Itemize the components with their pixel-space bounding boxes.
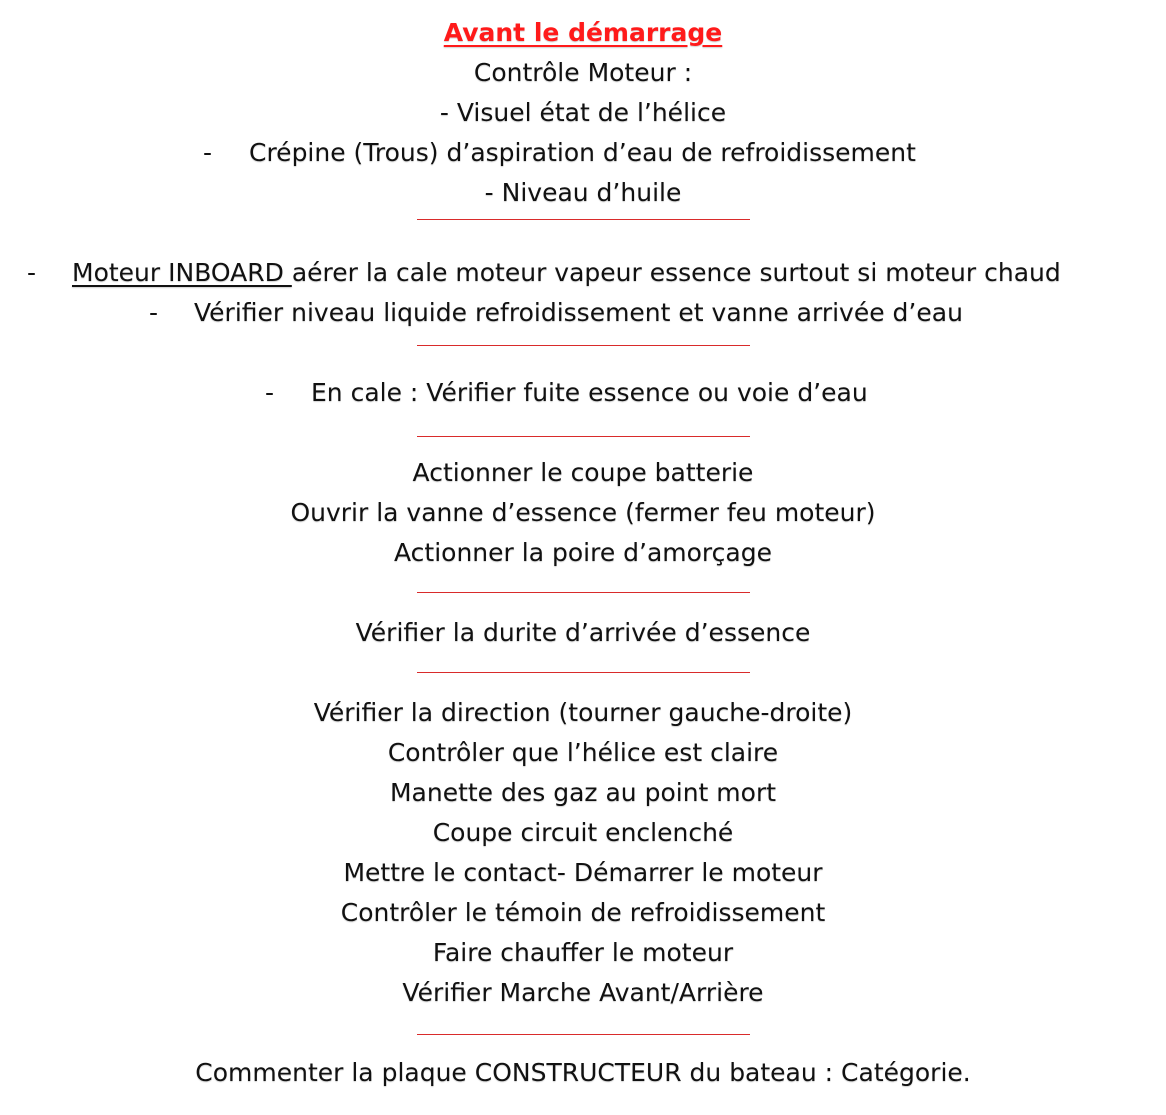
start-item-forward-reverse: Vérifier Marche Avant/Arrière <box>402 978 764 1007</box>
start-item-kill-switch: Coupe circuit enclenché <box>432 818 734 847</box>
inboard-text: aérer la cale moteur vapeur essence surtout si moteur chaud <box>291 258 1061 287</box>
start-item-throttle-neutral: Manette des gaz au point mort <box>389 778 777 807</box>
inboard-coolant-check: Vérifier niveau liquide refroidissement et vanne arrivée d’eau <box>194 298 963 327</box>
bullet-dash: - <box>203 138 213 167</box>
page-title: Avant le démarrage <box>443 18 723 47</box>
engine-check-item-propeller: - Visuel état de l’hélice <box>439 98 727 127</box>
bilge-check: En cale : Vérifier fuite essence ou voie d’eau <box>311 378 868 407</box>
section-separator <box>417 592 750 593</box>
section-separator <box>417 345 750 346</box>
section-separator <box>417 219 750 220</box>
bullet-dash: - <box>149 298 159 327</box>
engine-check-heading: Contrôle Moteur : <box>473 58 693 87</box>
inboard-label: Moteur INBOARD <box>72 258 292 287</box>
start-item-warm-up: Faire chauffer le moteur <box>432 938 734 967</box>
hose-check: Vérifier la durite d’arrivée d’essence <box>355 618 811 647</box>
section-separator <box>417 672 750 673</box>
fuel-item-valve: Ouvrir la vanne d’essence (fermer feu moteur) <box>290 498 876 527</box>
start-item-steering: Vérifier la direction (tourner gauche-droite) <box>313 698 853 727</box>
start-item-ignition: Mettre le contact- Démarrer le moteur <box>343 858 823 887</box>
inboard-line <box>72 253 1061 293</box>
bullet-dash: - <box>27 258 37 287</box>
section-separator <box>417 1034 750 1035</box>
engine-check-item-oil: - Niveau d’huile <box>484 178 682 207</box>
builder-plate-note: Commenter la plaque CONSTRUCTEUR du bateau : Catégorie. <box>195 1058 971 1087</box>
start-item-propeller-clear: Contrôler que l’hélice est claire <box>387 738 779 767</box>
fuel-item-battery: Actionner le coupe batterie <box>412 458 754 487</box>
bullet-dash: - <box>265 378 275 407</box>
section-separator <box>417 436 750 437</box>
fuel-item-primer: Actionner la poire d’amorçage <box>394 538 772 567</box>
engine-check-item-strainer: Crépine (Trous) d’aspiration d’eau de refroidissement <box>249 138 916 167</box>
start-item-cooling-indicator: Contrôler le témoin de refroidissement <box>340 898 826 927</box>
